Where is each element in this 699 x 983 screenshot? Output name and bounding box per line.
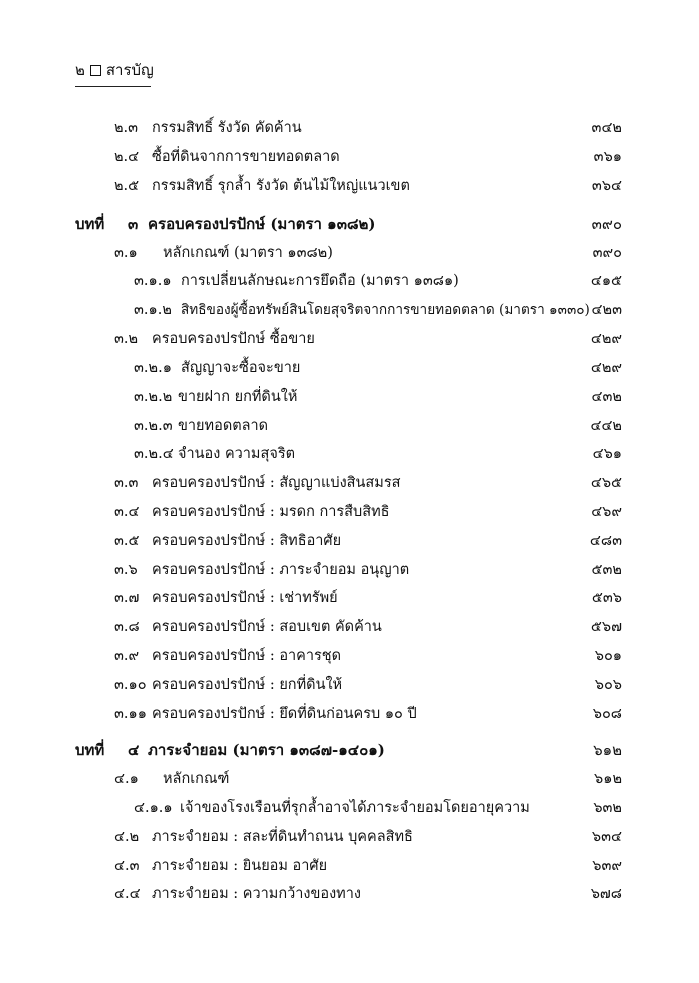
entry-page: ๓๙๐ [592, 245, 622, 261]
page-number: ๒ [75, 61, 85, 79]
toc-entry[interactable] [0, 824, 699, 850]
entry-page: ๖๓๒ [593, 800, 622, 816]
entry-number: ๔.๑ [114, 771, 139, 787]
entry-title: สิทธิของผู้ซื้อทรัพย์สินโดยสุจริตจากการขายทอดตลาด (มาตรา ๑๓๓๐) [181, 302, 590, 318]
entry-number: ๓.๓ [114, 475, 139, 491]
chapter-number: ๓ [128, 215, 139, 233]
toc-entry[interactable] [0, 355, 699, 381]
entry-page: ๖๓๔ [591, 829, 622, 845]
chapter-label: บทที่ [75, 215, 105, 233]
entry-title: ภาระจำยอม : สละที่ดินทำถนน บุคคลสิทธิ [152, 829, 413, 845]
entry-number: ๓.๘ [114, 619, 140, 635]
entry-title: ครอบครองปรปักษ์ : สัญญาแบ่งสินสมรส [152, 475, 401, 491]
entry-title: ขายทอดตลาด [178, 418, 269, 434]
toc-entry[interactable] [0, 585, 699, 611]
entry-page: ๔๘๓ [589, 533, 622, 549]
toc-entry[interactable] [0, 614, 699, 640]
chapter-title: ภาระจำยอม (มาตรา ๑๓๘๗-๑๔๐๑) [148, 741, 385, 759]
entry-page: ๔๖๕ [590, 475, 622, 491]
entry-number: ๓.๒ [114, 331, 139, 347]
entry-page: ๔๖๑ [592, 446, 622, 462]
entry-page: ๖๐๘ [592, 706, 622, 722]
entry-number: ๓.๑๐ [114, 677, 147, 693]
entry-page: ๕๓๖ [591, 590, 622, 606]
toc-entry[interactable] [0, 240, 699, 266]
entry-page: ๓๔๒ [591, 120, 622, 136]
entry-title: ครอบครองปรปักษ์ : ยกที่ดินให้ [152, 677, 343, 693]
entry-page: ๔๖๙ [591, 504, 622, 520]
entry-title: กรรมสิทธิ์ รุกล้ำ รังวัด ต้นไม้ใหญ่แนวเขต [152, 178, 410, 194]
entry-page: ๓๖๔ [591, 178, 622, 194]
entry-number: ๒.๕ [114, 178, 140, 194]
entry-number: ๓.๒.๓ [134, 418, 173, 434]
entry-number: ๔.๔ [114, 886, 141, 902]
entry-number: ๒.๓ [114, 120, 139, 136]
entry-title: ครอบครองปรปักษ์ : ยึดที่ดินก่อนครบ ๑๐ ปี [152, 706, 417, 722]
entry-page: ๔๒๙ [590, 360, 622, 376]
toc-entry[interactable] [0, 853, 699, 879]
entry-number: ๓.๕ [114, 533, 140, 549]
toc-entry[interactable] [0, 499, 699, 525]
entry-title: ภาระจำยอม : ความกว้างของทาง [152, 886, 361, 902]
toc-entry[interactable] [0, 795, 699, 821]
toc-entry[interactable] [0, 173, 699, 199]
entry-number: ๓.๑๑ [114, 706, 147, 722]
toc-entry[interactable] [0, 384, 699, 410]
toc-entry[interactable] [0, 470, 699, 496]
entry-number: ๔.๓ [114, 858, 140, 874]
entry-number: ๓.๒.๑ [134, 360, 172, 376]
entry-title: ครอบครองปรปักษ์ : เช่าทรัพย์ [152, 590, 338, 606]
entry-number: ๒.๔ [114, 149, 140, 165]
entry-number: ๓.๑ [114, 245, 138, 261]
entry-title: ครอบครองปรปักษ์ : สิทธิอาศัย [152, 533, 342, 549]
section-title: สารบัญ [105, 61, 154, 79]
entry-number: ๔.๑.๑ [134, 800, 173, 816]
entry-number: ๔.๒ [114, 829, 140, 845]
toc-entry[interactable] [0, 115, 699, 141]
entry-title: ครอบครองปรปักษ์ : มรดก การสืบสิทธิ [152, 504, 390, 520]
entry-number: ๓.๗ [114, 590, 140, 606]
entry-title: การเปลี่ยนลักษณะการยึดถือ (มาตรา ๑๓๘๑) [181, 273, 459, 289]
entry-page: ๔๔๒ [590, 418, 622, 434]
entry-page: ๓๙๐ [591, 215, 622, 233]
entry-number: ๓.๖ [114, 562, 138, 578]
entry-title: ภาระจำยอม : ยินยอม อาศัย [152, 858, 328, 874]
entry-title: ครอบครองปรปักษ์ : สอบเขต คัดค้าน [152, 619, 382, 635]
entry-page: ๖๑๒ [594, 771, 622, 787]
entry-page: ๔๒๓ [591, 302, 622, 318]
entry-page: ๔๑๕ [590, 273, 622, 289]
chapter-number: ๔ [128, 741, 140, 759]
entry-page: ๖๐๑ [594, 648, 622, 664]
entry-number: ๓.๒.๔ [134, 446, 174, 462]
toc-entry[interactable] [0, 441, 699, 467]
entry-page: ๕๓๒ [591, 562, 622, 578]
chapter-label: บทที่ [75, 741, 105, 759]
toc-entry[interactable] [0, 528, 699, 554]
entry-title: ครอบครองปรปักษ์ ซื้อขาย [152, 331, 315, 347]
entry-page: ๕๖๗ [590, 619, 622, 635]
entry-number: ๓.๒.๒ [134, 389, 173, 405]
toc-entry[interactable] [0, 672, 699, 698]
entry-title: ขายฝาก ยกที่ดินให้ [178, 389, 298, 405]
entry-page: ๖๓๙ [592, 858, 622, 874]
entry-number: ๓.๙ [114, 648, 140, 664]
toc-entry[interactable] [0, 881, 699, 907]
entry-number: ๓.๑.๒ [134, 302, 172, 318]
chapter-title: ครอบครองปรปักษ์ (มาตรา ๑๓๘๒) [148, 215, 376, 233]
entry-title: หลักเกณฑ์ [163, 771, 230, 787]
toc-entry[interactable] [0, 701, 699, 727]
entry-title: สัญญาจะซื้อจะขาย [181, 360, 301, 376]
toc-entry[interactable] [0, 326, 699, 352]
entry-title: กรรมสิทธิ์ รังวัด คัดค้าน [152, 120, 302, 136]
page-header [75, 58, 154, 87]
entry-title: ซื้อที่ดินจากการขายทอดตลาด [152, 149, 340, 165]
entry-title: เจ้าของโรงเรือนที่รุกล้ำอาจได้ภาระจำยอมโดยอายุความ [180, 800, 530, 816]
toc-entry[interactable] [0, 297, 699, 323]
entry-number: ๓.๑.๑ [134, 273, 172, 289]
square-bullet-icon [90, 65, 101, 76]
toc-entry[interactable] [0, 557, 699, 583]
entry-page: ๔๒๙ [590, 331, 622, 347]
entry-title: จำนอง ความสุจริต [178, 446, 296, 462]
entry-page: ๖๑๒ [593, 741, 622, 759]
entry-number: ๓.๔ [114, 504, 140, 520]
entry-title: ครอบครองปรปักษ์ : อาคารชุด [152, 648, 342, 664]
toc-entry[interactable] [0, 643, 699, 669]
entry-title: ครอบครองปรปักษ์ : ภาระจำยอม อนุญาต [152, 562, 410, 578]
toc-entry[interactable] [0, 766, 699, 792]
entry-page: ๖๗๘ [590, 886, 622, 902]
entry-page: ๔๓๒ [591, 389, 622, 405]
entry-title: หลักเกณฑ์ (มาตรา ๑๓๘๒) [163, 245, 333, 261]
toc-entry[interactable] [0, 268, 699, 294]
toc-chapter[interactable] [0, 737, 699, 763]
toc-entry[interactable] [0, 413, 699, 439]
toc-entry[interactable] [0, 144, 699, 170]
entry-page: ๖๐๖ [594, 677, 622, 693]
toc-chapter[interactable] [0, 211, 699, 237]
entry-page: ๓๖๑ [593, 149, 622, 165]
